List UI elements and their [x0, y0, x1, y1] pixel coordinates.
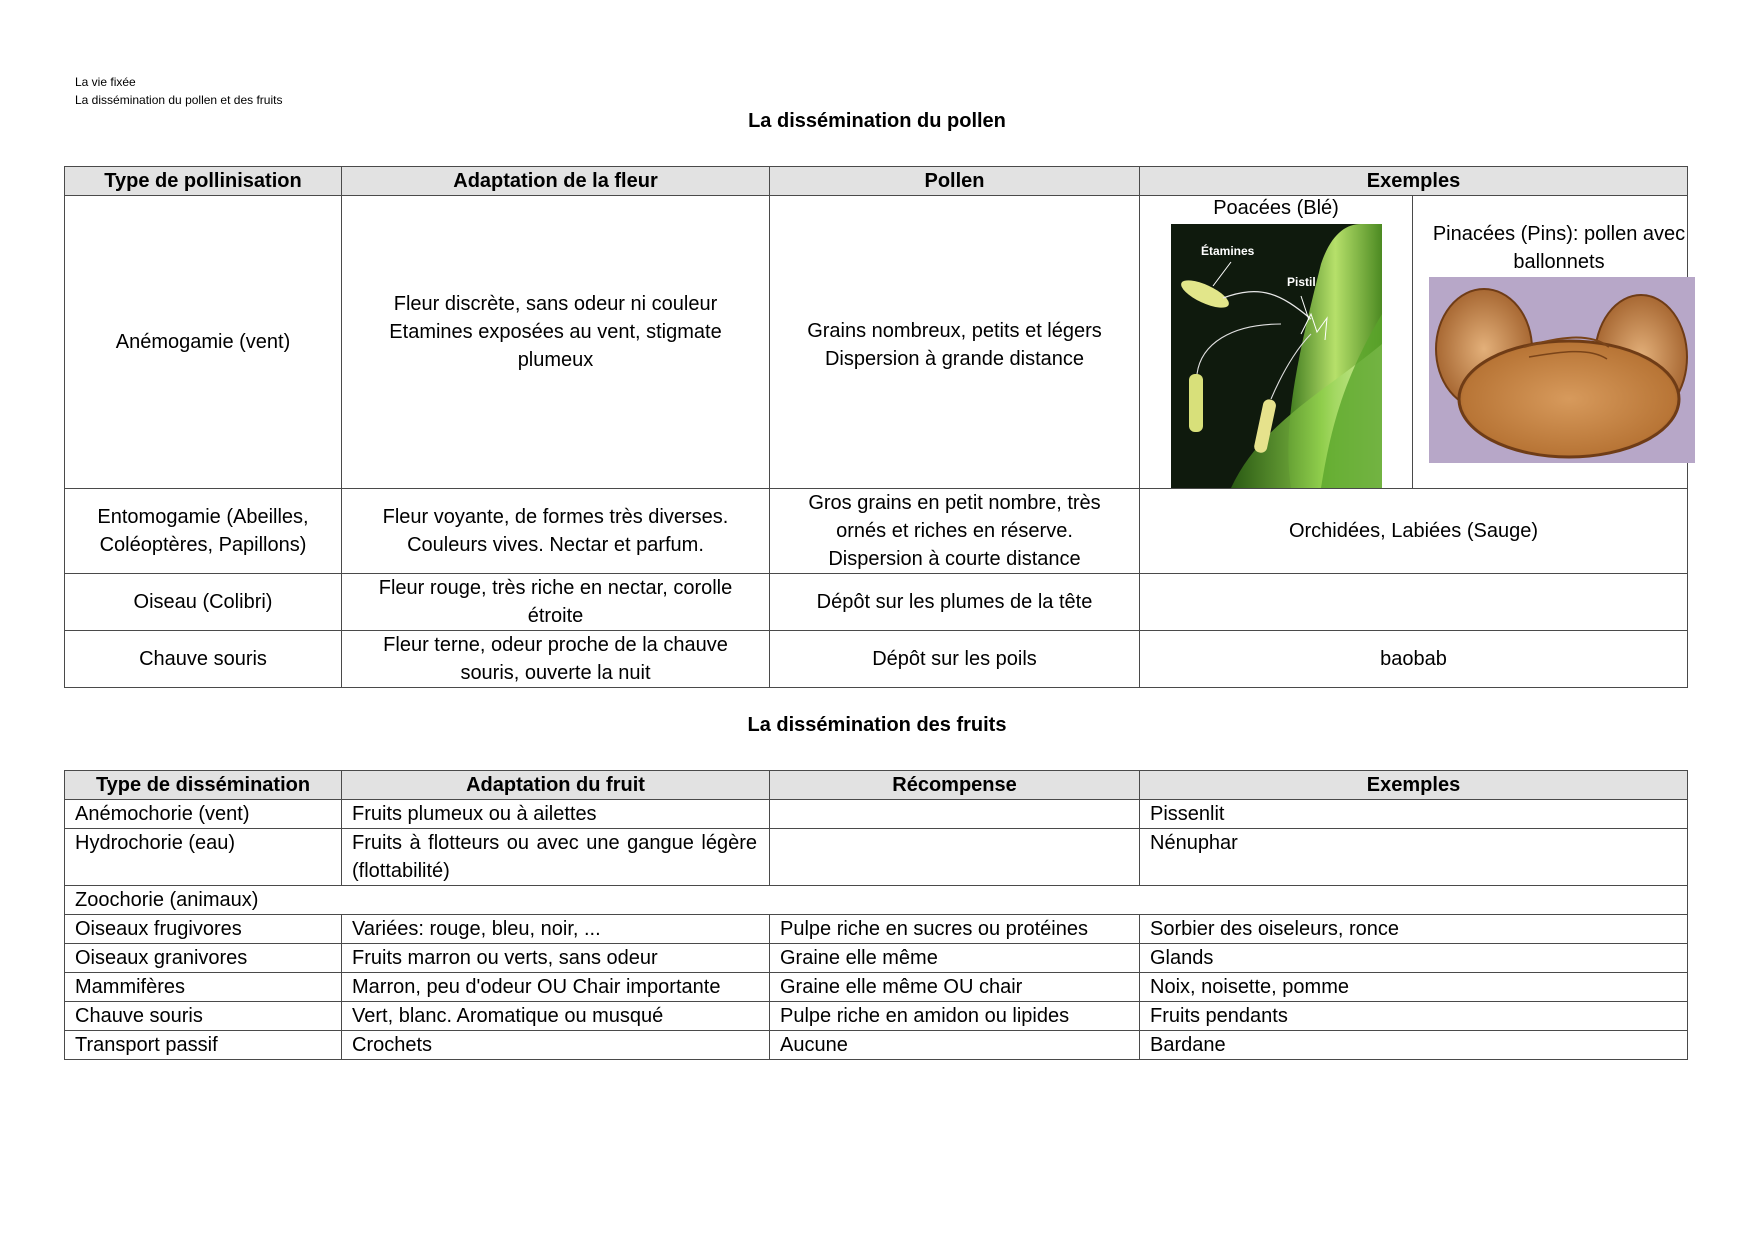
pollen-col-pollen: Pollen	[770, 167, 1140, 196]
pollen-line: Dispersion à courte distance	[828, 548, 1081, 570]
pine-pollen-illustration	[1429, 277, 1695, 463]
pollen-type-cell: Chauve souris	[65, 631, 342, 688]
pollen-row-anemogamie	[65, 196, 1688, 489]
fruit-reward-cell: Pulpe riche en sucres ou protéines	[770, 915, 1140, 944]
fruit-reward-cell	[770, 800, 1140, 829]
fruit-type-cell: Mammifères	[65, 973, 342, 1002]
fruit-type-cell: Oiseaux frugivores	[65, 915, 342, 944]
fruit-adaptation-cell: Marron, peu d'odeur OU Chair importante	[342, 973, 770, 1002]
fruits-row	[65, 800, 1688, 829]
fruit-example-cell: Glands	[1140, 944, 1688, 973]
pollen-section-title: La dissémination du pollen	[748, 110, 1006, 132]
pollen-type-cell: Anémogamie (vent)	[65, 196, 342, 489]
pollen-example-cell: baobab	[1140, 631, 1688, 688]
pollen-pollen-cell: Dépôt sur les poils	[770, 631, 1140, 688]
pollen-adaptation-cell: Fleur terne, odeur proche de la chauve souris, ouverte la nuit	[342, 631, 770, 688]
fruit-reward-cell: Pulpe riche en amidon ou lipides	[770, 1002, 1140, 1031]
fruit-example-cell: Sorbier des oiseleurs, ronce	[1140, 915, 1688, 944]
fruit-reward-cell: Graine elle même OU chair	[770, 973, 1140, 1002]
example-wheat	[1140, 196, 1413, 488]
pollen-adaptation-cell	[342, 489, 770, 574]
pollen-row-entomogamie	[65, 489, 1688, 574]
pollen-example-cell	[1140, 574, 1688, 631]
fruits-col-reward: Récompense	[770, 771, 1140, 800]
wheat-illustration	[1171, 224, 1382, 488]
pollen-type-cell: Entomogamie (Abeilles, Coléoptères, Papillons)	[65, 489, 342, 574]
wheat-caption: Poacées (Blé)	[1213, 197, 1339, 219]
fruits-section-title: La dissémination des fruits	[747, 714, 1007, 736]
pine-pollen-image	[1429, 277, 1695, 463]
pollen-line: Grains nombreux, petits et légers	[807, 320, 1102, 342]
examples-split	[1140, 196, 1687, 488]
pollen-pollen-cell: Dépôt sur les plumes de la tête	[770, 574, 1140, 631]
fruit-type-cell: Chauve souris	[65, 1002, 342, 1031]
fruit-group-cell: Zoochorie (animaux)	[65, 886, 1688, 915]
pollen-col-examples: Exemples	[1140, 167, 1688, 196]
fruit-type-cell: Transport passif	[65, 1031, 342, 1060]
fruits-col-type: Type de dissémination	[65, 771, 342, 800]
fruit-adaptation-cell: Crochets	[342, 1031, 770, 1060]
fruits-row	[65, 944, 1688, 973]
fruit-example-cell: Fruits pendants	[1140, 1002, 1688, 1031]
fruit-adaptation-cell: Fruits plumeux ou à ailettes	[342, 800, 770, 829]
fruit-adaptation-cell: Fruits marron ou verts, sans odeur	[342, 944, 770, 973]
fruit-example-cell: Nénuphar	[1140, 829, 1688, 886]
fruit-type-cell: Hydrochorie (eau)	[65, 829, 342, 886]
fruits-row	[65, 915, 1688, 944]
adaptation-line: Etamines exposées au vent, stigmate plumeux	[389, 321, 722, 371]
pollen-row-chauve-souris	[65, 631, 1688, 688]
header-line-2: La dissémination du pollen et des fruits	[75, 93, 283, 107]
fruits-row	[65, 1031, 1688, 1060]
fruit-example-cell: Noix, noisette, pomme	[1140, 973, 1688, 1002]
pollen-pollen-cell	[770, 489, 1140, 574]
fruits-col-adaptation: Adaptation du fruit	[342, 771, 770, 800]
pollen-pollen-cell	[770, 196, 1140, 489]
fruits-row	[65, 1002, 1688, 1031]
header-line-1: La vie fixée	[75, 75, 136, 89]
fruits-row	[65, 973, 1688, 1002]
adaptation-line: Fleur voyante, de formes très diverses.	[382, 506, 729, 528]
pollen-examples-cell	[1140, 196, 1688, 489]
fruit-adaptation-cell: Vert, blanc. Aromatique ou musqué	[342, 1002, 770, 1031]
pollen-col-type: Type de pollinisation	[65, 167, 342, 196]
fruits-row	[65, 829, 1688, 886]
pollen-example-cell: Orchidées, Labiées (Sauge)	[1140, 489, 1688, 574]
pollen-header-row	[65, 167, 1688, 196]
fruit-reward-cell	[770, 829, 1140, 886]
fruits-col-examples: Exemples	[1140, 771, 1688, 800]
pollen-type-cell: Oiseau (Colibri)	[65, 574, 342, 631]
fruits-table	[64, 770, 1688, 1060]
fruit-example-cell: Pissenlit	[1140, 800, 1688, 829]
pollen-adaptation-cell: Fleur rouge, très riche en nectar, corolle étroite	[342, 574, 770, 631]
fruit-type-cell: Oiseaux granivores	[65, 944, 342, 973]
pistil-label: Pistil	[1287, 275, 1316, 289]
fruits-header-row	[65, 771, 1688, 800]
pine-caption: Pinacées (Pins): pollen avec ballonnets	[1432, 223, 1686, 273]
etamines-label: Étamines	[1201, 244, 1255, 258]
pollen-line: Gros grains en petit nombre, très ornés et riches en réserve.	[808, 492, 1101, 542]
fruit-example-cell: Bardane	[1140, 1031, 1688, 1060]
fruit-type-cell: Anémochorie (vent)	[65, 800, 342, 829]
pollen-table	[64, 166, 1688, 688]
adaptation-line: Fleur discrète, sans odeur ni couleur	[393, 293, 718, 315]
fruit-adaptation-cell: Fruits à flotteurs ou avec une gangue légère (flottabilité)	[342, 829, 770, 886]
pollen-adaptation-cell	[342, 196, 770, 489]
wheat-flower-image	[1171, 224, 1382, 488]
pollen-line: Dispersion à grande distance	[824, 348, 1085, 370]
pollen-col-adaptation: Adaptation de la fleur	[342, 167, 770, 196]
fruit-reward-cell: Aucune	[770, 1031, 1140, 1060]
adaptation-line: Couleurs vives. Nectar et parfum.	[407, 534, 704, 556]
fruit-adaptation-cell: Variées: rouge, bleu, noir, ...	[342, 915, 770, 944]
fruit-reward-cell: Graine elle même	[770, 944, 1140, 973]
fruits-row-group	[65, 886, 1688, 915]
pollen-row-oiseau	[65, 574, 1688, 631]
